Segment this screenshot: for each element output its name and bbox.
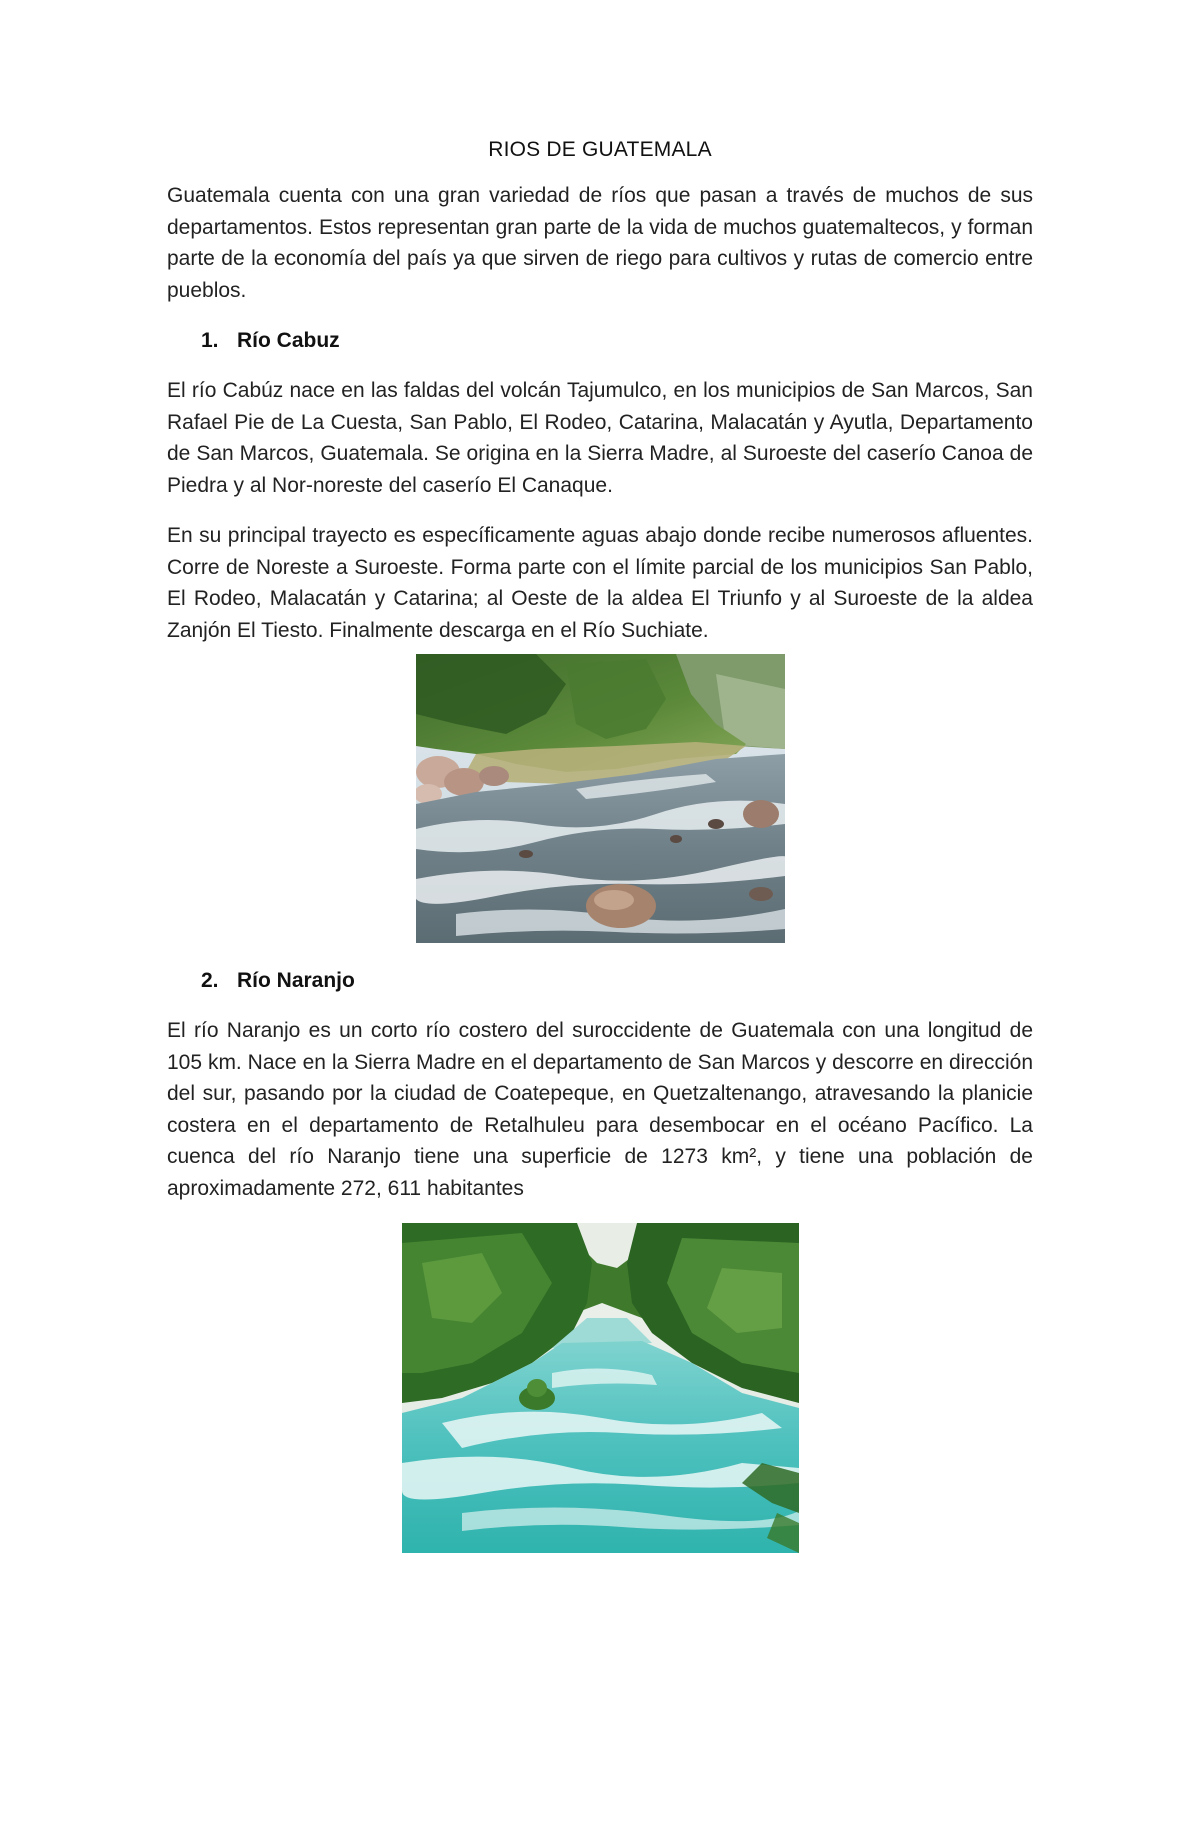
section-heading-rio-naranjo xyxy=(167,965,1033,996)
document-title: RIOS DE GUATEMALA xyxy=(488,138,712,161)
document-page xyxy=(167,138,1033,1553)
section-heading-rio-cabuz xyxy=(167,325,1033,356)
rio-cabuz-paragraph-1: El río Cabúz nace en las faldas del volcán Tajumulco, en los municipios de San Marcos, San Rafael Pie de La Cuesta, San Pablo, El Rodeo, Catarina, Malacatán y Ayutla, Departamento de San Marcos, Guatemala. Se origina en la Sierra Madre, al Suroeste del caserío Canoa de Piedra y al Nor-noreste del caserío El Canaque. xyxy=(167,379,1033,497)
intro-paragraph: Guatemala cuenta con una gran variedad de ríos que pasan a través de muchos de sus departamentos. Estos representan gran parte de la vida de muchos guatemaltecos, y forman parte de la economía del país ya que sirven de riego para cultivos y rutas de comercio entre pueblos. xyxy=(167,184,1033,302)
rio-naranjo-paragraph-1: El río Naranjo es un corto río costero del suroccidente de Guatemala con una longitud de 105 km. Nace en la Sierra Madre en el departamento de San Marcos y descorre en dirección del sur, pasando por la ciudad de Coatepeque, en Quetzaltenango, atravesando la planicie costera en el departamento de Retalhuleu para desembocar en el océano Pacífico. La cuenca del río Naranjo tiene una superficie de 1273 km², y tiene una población de aproximadamente 272, 611 habitantes xyxy=(167,1019,1033,1200)
section-number: 1. xyxy=(201,329,219,352)
section-title: Río Naranjo xyxy=(237,969,355,992)
section-title: Río Cabuz xyxy=(237,329,340,352)
rio-cabuz-paragraph-2: En su principal trayecto es específicamente aguas abajo donde recibe numerosos afluentes. Corre de Noreste a Suroeste. Forma parte con el límite parcial de los municipios San Pablo, El Rodeo, Malacatán y Catarina; al Oeste de la aldea El Triunfo y al Suroeste de la aldea Zanjón El Tiesto. Finalmente descarga en el Río Suchiate. xyxy=(167,524,1033,642)
rio-naranjo-photo xyxy=(402,1223,799,1553)
rio-cabuz-photo xyxy=(416,654,785,943)
section-number: 2. xyxy=(201,969,219,992)
